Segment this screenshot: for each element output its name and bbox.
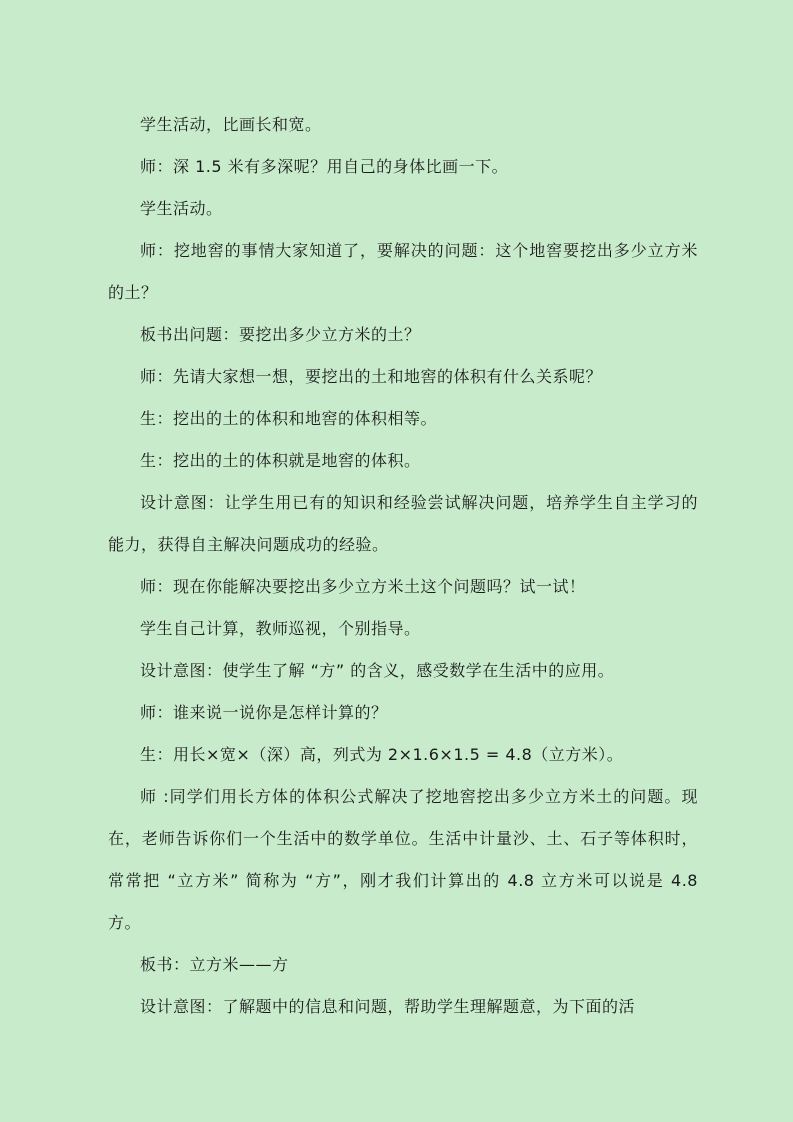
paragraph-11: 学生自己计算，教师巡视，个别指导。 [140, 619, 421, 638]
paragraph-1: 学生活动，比画长和宽。 [140, 115, 322, 134]
paragraph-9: 设计意图：让学生用已有的知识和经验尝试解决问题，培养学生自主学习的能力，获得自主解决问题成功的经验。 [108, 493, 698, 554]
paragraph-2: 师：深 1.5 米有多深呢？用自己的身体比画一下。 [140, 157, 509, 176]
paragraph-16: 板书：立方米——方 [140, 955, 289, 974]
paragraph-4: 师：挖地窖的事情大家知道了，要解决的问题：这个地窖要挖出多少立方米的土？ [108, 241, 698, 302]
paragraph-17: 设计意图：了解题中的信息和问题，帮助学生理解题意，为下面的活 [140, 997, 636, 1016]
paragraph-15: 师 :同学们用长方体的体积公式解决了挖地窖挖出多少立方米土的问题。现在，老师告诉你们一个生活中的数学单位。生活中计量沙、土、石子等体积时，常常把 “立方米” 简称为 “方”，刚才我们计算出的 4.8 立方米可以说是 4.8 方。 [108, 787, 698, 932]
paragraph-7: 生：挖出的土的体积和地窖的体积相等。 [140, 409, 438, 428]
paragraph-12: 设计意图：使学生了解 “方” 的含义，感受数学在生活中的应用。 [140, 661, 615, 680]
paragraph-8: 生：挖出的土的体积就是地窖的体积。 [140, 451, 421, 470]
paragraph-13: 师：谁来说一说你是怎样计算的？ [140, 703, 388, 722]
paragraph-5: 板书出问题：要挖出多少立方米的土？ [140, 325, 421, 344]
paragraph-3: 学生活动。 [140, 199, 223, 218]
paragraph-10: 师：现在你能解决要挖出多少立方米土这个问题吗？试一试！ [140, 577, 586, 596]
paragraph-6: 师：先请大家想一想，要挖出的土和地窖的体积有什么关系呢？ [140, 367, 603, 386]
paragraph-14: 生：用长×宽×（深）高，列式为 2×1.6×1.5 = 4.8（立方米）。 [140, 745, 624, 764]
